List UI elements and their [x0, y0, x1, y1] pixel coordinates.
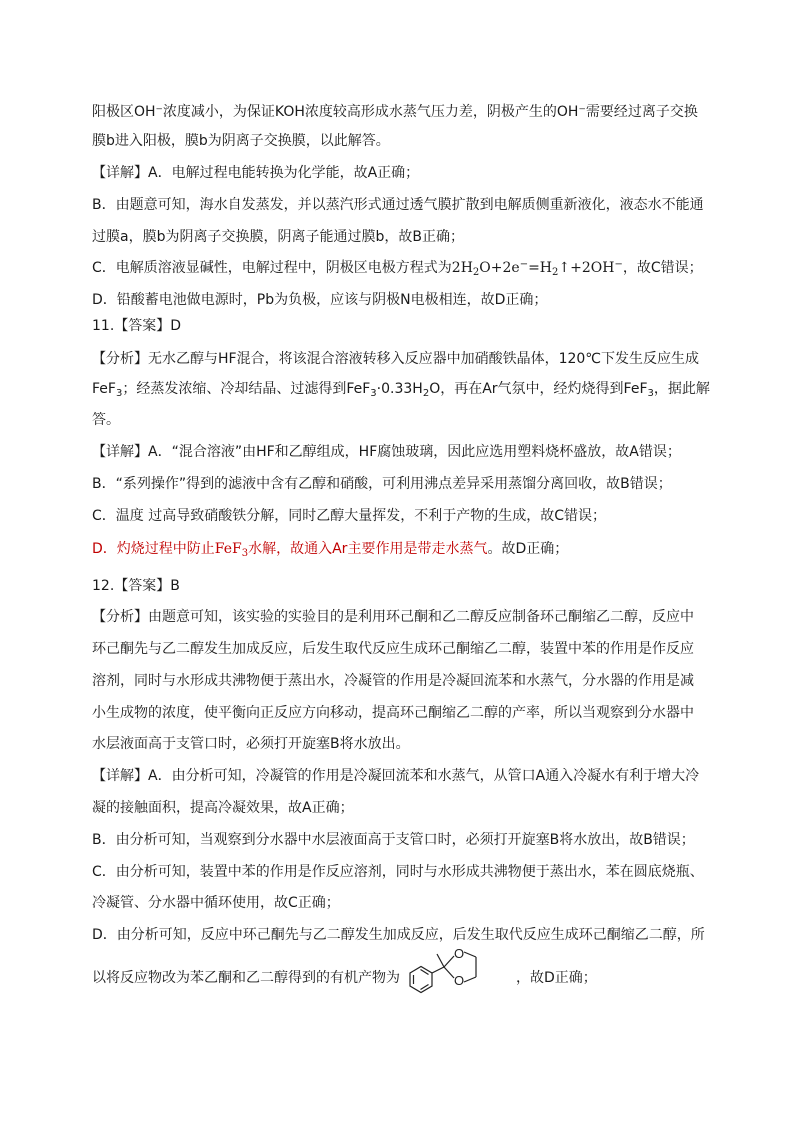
- q12-answer: 12.【答案】B: [92, 578, 180, 594]
- q12-detail-c-1: C．由分析可知，装置中苯的作用是作反应溶剂，同时与水形成共沸物便于蒸出水，苯在圆底烧瓶、: [92, 864, 704, 880]
- q12-analysis-1: 【分析】由题意可知，该实验的实验目的是利用环己酮和乙二醇反应制备环己酮缩乙二醇，反应中: [92, 609, 694, 625]
- q10-detail-c-tail: ，故C错误；: [622, 260, 703, 276]
- q12-detail-c-2: 冷凝管、分水器中循环使用，故C正确；: [92, 895, 340, 911]
- q11-detail-d: [92, 540, 568, 558]
- electrode-equation: $2H_2O+2e^-=H_2↑+2OH^-$: [451, 259, 623, 278]
- q11-detail-c: C．温度 过高导致硝酸铁分解，同时乙醇大量挥发，不利于产物的生成，故C错误；: [92, 508, 606, 524]
- q12-analysis-3: 溶剂，同时与水形成共沸物便于蒸出水，冷凝管的作用是冷凝回流苯和水蒸气，分水器的作用是减: [92, 673, 694, 689]
- q10-detail-d: D．铅酸蓄电池做电源时，Pb为负极，应该与阴极N电极相连，故D正确；: [92, 292, 548, 308]
- q11-detail-d-tail: 。故D正确；: [487, 541, 569, 557]
- q12-detail-d-2-post: ，故D正确；: [516, 970, 597, 986]
- q10-detail-b-2: 过膜a，膜b为阴离子交换膜，阴离子能通过膜b，故B正确；: [92, 229, 464, 245]
- q11-detail-d-red-1: D．灼烧过程中防止: [92, 541, 215, 557]
- q11-analysis-text-3: ，据此解: [653, 381, 710, 397]
- q10-detail-c-text: C．电解质溶液显碱性，电解过程中，阴极区电极方程式为: [92, 260, 452, 276]
- formula-fef3: FeF: [92, 381, 116, 397]
- q12-analysis-4: 小生成物的浓度，使平衡向正反应方向移动，提高环己酮缩乙二醇的产率，所以当观察到分水器中: [92, 705, 694, 721]
- q11-detail-a: 【详解】A．“混合溶液”由HF和乙醇组成，HF腐蚀玻璃，因此应选用塑料烧杯盛放，故A错误；: [92, 444, 681, 460]
- q12-analysis-5: 水层液面高于支管口时，必须打开旋塞B将水放出。: [92, 736, 410, 752]
- q10-line-1: 阳极区OH⁻浓度减小，为保证KOH浓度较高形成水蒸气压力差，阴极产生的OH⁻需要经过离子交换: [92, 104, 698, 120]
- q10-line-2: 膜b进入阳极，膜b为阴离子交换膜，以此解答。: [92, 133, 390, 149]
- q11-detail-b: B．“系列操作”得到的滤液中含有乙醇和硝酸，可利用沸点差异采用蒸馏分离回收，故B错误；: [92, 476, 672, 492]
- q11-analysis-text: ；经蒸发浓缩、冷却结晶、过滤得到: [122, 381, 347, 397]
- q11-analysis-2: FeF$_3$；经蒸发浓缩、冷却结晶、过滤得到$FeF_3\cdot 0.33H_2O$，再在Ar气氛中，经灼烧得到FeF$_3$，据此解: [92, 381, 710, 399]
- q10-detail-a: 【详解】A．电解过程电能转换为化学能，故A正确；: [92, 165, 420, 181]
- q11-analysis-1: 【分析】无水乙醇与HF混合，将该混合溶液转移入反应器中加硝酸铁晶体，120℃下发生反应生成: [92, 351, 700, 367]
- formula-hydrate: FeF: [346, 381, 371, 397]
- q10-detail-c: [92, 259, 703, 277]
- benzene-ring: [410, 967, 432, 993]
- oxygen-label-top: O: [454, 946, 465, 961]
- q11-detail-d-red-2: 水解，故通入Ar主要作用是带走水蒸气: [248, 541, 488, 557]
- q12-detail-d-1: D．由分析可知，反应中环己酮先与乙二醇发生加成反应，后发生取代反应生成环己酮缩乙二醇，所: [92, 927, 705, 943]
- formula-fef3-red: FeF$_3$: [214, 541, 249, 559]
- q12-detail-a-1: 【详解】A．由分析可知，冷凝管的作用是冷凝回流苯和水蒸气，从管口A通入冷凝水有利于增大冷: [92, 768, 700, 784]
- q12-analysis-2: 环己酮先与乙二醇发生加成反应，后发生取代反应生成环己酮缩乙二醇，装置中苯的作用是作反应: [92, 641, 694, 657]
- q10-detail-b-1: B．由题意可知，海水自发蒸发，并以蒸汽形式通过透气膜扩散到电解质侧重新液化，液态水不能通: [92, 197, 704, 213]
- q11-answer: 11.【答案】D: [92, 318, 182, 334]
- formula-fef3-product: FeF: [623, 381, 648, 397]
- q12-detail-a-2: 凝的接触面积，提高冷凝效果，故A正确；: [92, 800, 354, 816]
- oxygen-label-bottom: O: [454, 973, 465, 988]
- dioxolane-molecule-structure: [400, 940, 515, 1002]
- q11-analysis-3: 答。: [92, 412, 120, 428]
- q12-detail-b: B．由分析可知，当观察到分水器中水层液面高于支管口时，必须打开旋塞B将水放出，故B错误；: [92, 832, 695, 848]
- q11-analysis-text-2: O，再在Ar气氛中，经灼烧得到: [429, 381, 624, 397]
- formula-hydrate-water: ·0.33H: [376, 381, 423, 397]
- q12-detail-d-2-pre: 以将反应物改为苯乙酮和乙二醇得到的有机产物为: [92, 970, 400, 986]
